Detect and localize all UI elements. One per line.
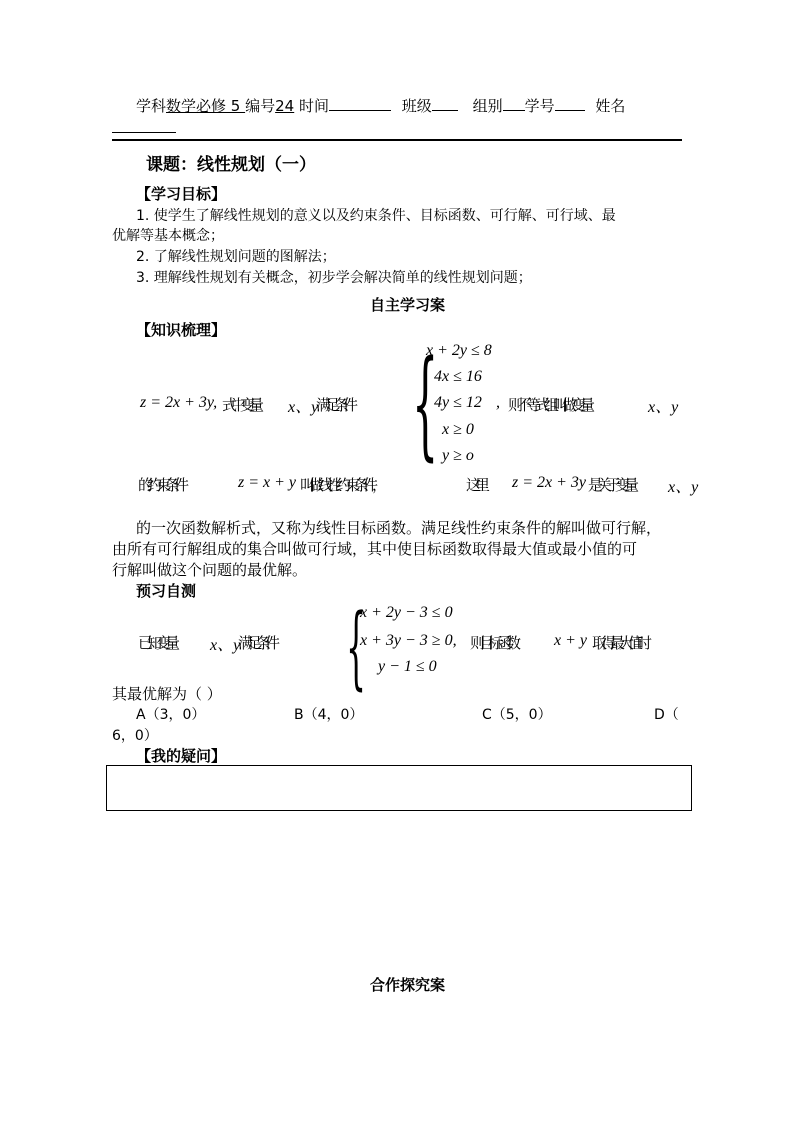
option-b[interactable]: B（4，0） xyxy=(294,707,364,723)
class-label: 班级 xyxy=(401,97,432,115)
row2-text-d: 是关于变量 xyxy=(588,476,634,494)
constraint-3-comma: , xyxy=(496,394,500,411)
preview-brace: { xyxy=(346,595,367,700)
student-no-label: 学号 xyxy=(524,97,555,115)
doubt-box[interactable] xyxy=(106,765,692,811)
student-no-blank[interactable] xyxy=(555,96,585,111)
vars-xy: x、y xyxy=(288,399,319,416)
eq-objective: z = 2x + 3y, xyxy=(140,394,218,411)
preview-constraint-2: x + 3y − 3 ≥ 0, xyxy=(360,632,457,649)
preview-heading: 预习自测 xyxy=(136,582,197,600)
constraint-5: y ≥ o xyxy=(442,447,474,464)
goal-item-1a: 1. 使学生了解线性规划的意义以及约束条件、目标函数、可行解、可行域、最 xyxy=(136,208,616,224)
row2-text-c: 这里 xyxy=(466,476,485,494)
constraint-4: x ≥ 0 xyxy=(442,421,474,438)
row2-vars: x、y xyxy=(668,479,699,496)
vars-text: 满足条件 xyxy=(316,396,353,414)
preview-target: x + y xyxy=(554,632,587,649)
preview-constraint-3: y − 1 ≤ 0 xyxy=(378,658,437,675)
group-label: 组别 xyxy=(472,97,503,115)
header-row xyxy=(136,96,625,116)
knowledge-heading: 【知识梳理】 xyxy=(136,321,227,339)
goals-heading: 【学习目标】 xyxy=(136,185,227,203)
goal-item-1b: 优解等基本概念； xyxy=(112,228,224,244)
class-blank[interactable] xyxy=(432,96,458,111)
preview-after: 则目标函数 xyxy=(470,634,516,652)
time-label: 时间 xyxy=(294,97,329,115)
option-d[interactable]: D（ xyxy=(654,707,679,723)
option-a[interactable]: A（3，0） xyxy=(136,707,206,723)
section-cooperative: 合作探究案 xyxy=(370,976,446,994)
option-d-cont[interactable]: 6，0） xyxy=(112,728,158,744)
doubt-heading: 【我的疑问】 xyxy=(136,747,227,765)
preview-vars: x、y xyxy=(210,637,241,654)
preview-lead-2: 满足条件 xyxy=(238,634,275,652)
header-divider xyxy=(112,139,682,141)
goal-item-2: 2. 了解线性规划问题的图解法； xyxy=(136,249,336,265)
preview-after-2: 取得最大值时 xyxy=(592,634,647,652)
subject-value: 数学必修 5 xyxy=(166,97,246,115)
row2-eq: z = x + y xyxy=(238,474,297,491)
name-blank[interactable] xyxy=(112,117,176,133)
row2-eq2: z = 2x + 3y xyxy=(512,474,587,491)
preview-question: 其最优解为（ ） xyxy=(112,685,222,703)
time-blank[interactable] xyxy=(329,96,391,111)
subject-label: 学科 xyxy=(136,97,167,115)
row2-text-b: 叫做线性约束条件， xyxy=(300,476,382,494)
eq-objective-text: 式中变量 xyxy=(222,396,259,414)
group-blank[interactable] xyxy=(503,96,525,111)
preview-lead: 已知变量 xyxy=(138,634,175,652)
row2-text-a: 的约束条件 xyxy=(138,476,184,494)
preview-constraint-1: x + 2y − 3 ≤ 0 xyxy=(360,604,453,621)
after-system-text: 则不等式组叫做变量 xyxy=(508,396,590,414)
para-line-1: 的一次函数解析式，又称为线性目标函数。满足线性约束条件的解叫做可行解， xyxy=(136,519,662,537)
name-label: 姓名 xyxy=(595,97,626,115)
goal-item-3: 3. 理解线性规划有关概念，初步学会解决简单的线性规划问题； xyxy=(136,270,532,286)
number-value: 24 xyxy=(275,97,295,115)
vars-xy-2: x、y xyxy=(648,399,679,416)
system-brace: { xyxy=(412,334,439,472)
page-title: 课题：线性规划（一） xyxy=(146,155,316,175)
option-c[interactable]: C（5，0） xyxy=(482,707,552,723)
number-label: 编号 xyxy=(245,97,276,115)
para-line-3: 行解叫做这个问题的最优解。 xyxy=(112,561,308,579)
constraint-2: 4x ≤ 16 xyxy=(434,368,482,385)
para-line-2: 由所有可行解组成的集合叫做可行域，其中使目标函数取得最大值或最小值的可 xyxy=(112,540,638,558)
constraint-1: x + 2y ≤ 8 xyxy=(426,342,492,359)
section-self-study: 自主学习案 xyxy=(370,296,446,314)
constraint-3: 4y ≤ 12 xyxy=(434,394,482,411)
